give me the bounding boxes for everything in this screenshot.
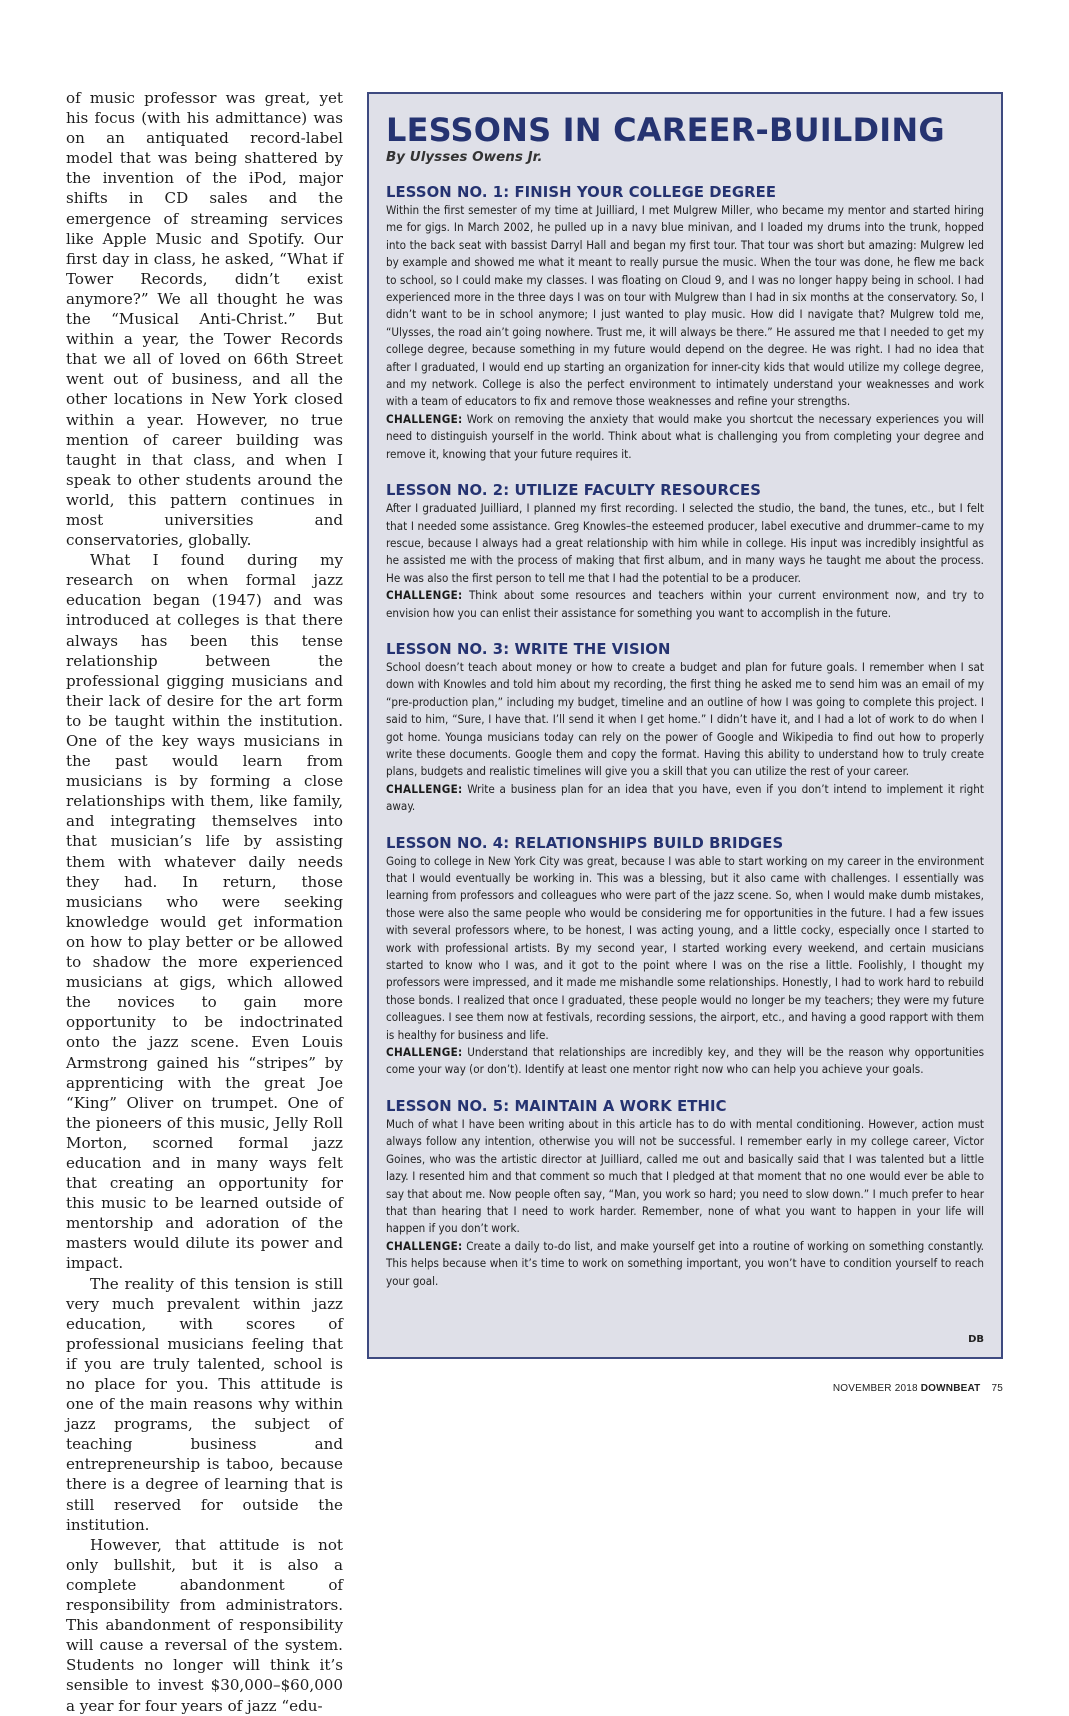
issue-date: NOVEMBER 2018	[832, 1383, 918, 1394]
lesson-3	[386, 641, 984, 816]
lesson-1	[386, 184, 984, 463]
challenge-text: Write a business plan for an idea that you have, even if you don’t intend to implement it right away.	[386, 781, 985, 814]
lesson-body: Much of what I have been writing about in this article has to do with mental conditioning. However, action must always follow any intention, otherwise you will not be successful. I remember early in my college career, Victor Goines, who was the artistic director at Juilliard, called me out and basically said that I was talented but a little lazy. I resented him and that comment so much that I pledged at that moment that no one would ever be able to say that about me. Now people often say, “Man, you work so hard; you need to slow down.” I much prefer to hear that than hearing that I need to work harder. Remember, none of what you want to happen in your life will happen if you don’t work.	[386, 1116, 984, 1236]
end-mark: DB	[968, 1334, 984, 1345]
challenge-text: Think about some resources and teachers within your current environment now, and try to envision how you can enlist their assistance for something you want to accomplish in the future.	[386, 588, 985, 620]
challenge-text: Create a daily to-do list, and make yourself get into a routine of working on something constantly. This helps because when it’s time to work on something important, you won’t have to condition yourself to reach your goal.	[386, 1238, 984, 1288]
lesson-2	[386, 482, 984, 622]
lesson-heading: LESSON NO. 5: MAINTAIN A WORK ETHIC	[386, 1097, 727, 1115]
body-paragraph: However, that attitude is not only bullshit, but it is also a complete abandonment of responsibility from administrators. This abandonment of responsibility will cause a reversal of the system. Students no longer will think it’s sensible to invest $30,000–$60,000 a year for four years of jazz “edu-	[66, 1535, 343, 1715]
lesson-body: Going to college in New York City was great, because I was able to start working on my career in the environment that I would eventually be working in. This was a blessing, but it also came with challenges. I essentially was learning from professors and colleagues who were part of the jazz scene. So, when I would make dumb mistakes, those were also the same people who would be considering me for opportunities in the future. I had a few issues with several professors where, to be honest, I was acting young, and a little cocky, especially once I started to work with professional artists. By my second year, I started working every weekend, and certain musicians started to know who I was, and it got to the point where I was on the rise a little. Foolishly, I thought my professors were impressed, and it made me mishandle some relationships. Honestly, I had to work hard to rebuild those bonds. I realized that once I graduated, these people would no longer be my teachers; they were my future colleagues. I see them now at festivals, recording sessions, the airport, etc., and having a good rapport with them is healthy for business and life.	[386, 853, 984, 1042]
lesson-body: School doesn’t teach about money or how to create a budget and plan for future goals. I remember when I sat down with Knowles and told him about my recording, the first thing he asked me to send him was an email of my “pre-production plan,” including my budget, timeline and an outline of how I was going to complete this project. I said to him, “Sure, I have that. I’ll send it when I get home.” I didn’t have it, and I had a lot of work to do when I got home. Younga musicians today can rely on the power of Google and Wikipedia to find out how to properly write these documents. Google them and copy the format. Having this ability to understand how to truly create plans, budgets and realistic timelines will give you a skill that you can utilize the rest of your career.	[386, 659, 984, 779]
challenge-label: CHALLENGE:	[386, 411, 463, 426]
lesson-5	[386, 1098, 984, 1290]
page-number: 75	[991, 1383, 1003, 1394]
challenge-label: CHALLENGE:	[386, 1045, 463, 1060]
body-paragraph: What I found during my research on when formal jazz education began (1947) and was introduced at colleges is that there always has been this tense relationship between the professional gigging musicians and their lack of desire for the art form to be taught within the institution. One of the key ways musicians in the past would learn from musicians is by forming a close relationships with them, like family, and integrating themselves into that musician’s life by assisting them with whatever daily needs they had. In return, those musicians who were seeking knowledge would get information on how to play better or be allowed to shadow the more experienced musicians at gigs, which allowed the novices to gain more opportunity to be indoctrinated onto the jazz scene. Even Louis Armstrong gained his “stripes” by apprenticing with the great Joe “King” Oliver on trumpet. One of the pioneers of this music, Jelly Roll Morton, scorned formal jazz education and in many ways felt that creating an opportunity for this music to be learned outside of mentorship and adoration of the masters would dilute its power and impact.	[66, 551, 343, 1273]
lesson-4	[386, 835, 984, 1079]
career-lessons-sidebar	[367, 92, 1003, 1359]
sidebar-title: LESSONS IN CAREER-BUILDING	[386, 111, 945, 149]
lesson-heading: LESSON NO. 1: FINISH YOUR COLLEGE DEGREE	[386, 184, 777, 201]
magazine-name: DOWNBEAT	[920, 1383, 981, 1394]
challenge-text: Understand that relationships are incredibly key, and they will be the reason why opportunities come your way (or don’t). Identify at least one mentor right now who can help you achieve your goals.	[386, 1045, 985, 1077]
lesson-challenge	[386, 1044, 984, 1079]
lesson-heading: LESSON NO. 4: RELATIONSHIPS BUILD BRIDGES	[386, 834, 784, 852]
lesson-challenge	[386, 411, 984, 463]
sidebar-byline: By Ulysses Owens Jr.	[386, 149, 543, 165]
lesson-challenge	[386, 587, 984, 622]
challenge-label: CHALLENGE:	[386, 781, 463, 796]
challenge-text: Work on removing the anxiety that would make you shortcut the necessary experiences you will need to distinguish yourself in the world. Think about what is challenging you from completing your degree and remove it, knowing that your future requires it.	[386, 411, 984, 461]
challenge-label: CHALLENGE:	[386, 1238, 463, 1253]
lesson-body: After I graduated Juilliard, I planned my first recording. I selected the studio, the band, the tunes, etc., but I felt that I needed some assistance. Greg Knowles–the esteemed producer, label executive and drummer–came to my rescue, because I always had a great relationship with him while in college. His input was incredibly insightful as he assisted me with the process of making that first album, and in many ways he taught me about the process. He was also the first person to tell me that I had the potential to be a producer.	[386, 501, 984, 585]
body-paragraph: The reality of this tension is still very much prevalent within jazz education, with scores of professional musicians feeling that if you are truly talented, school is no place for you. This attitude is one of the main reasons why within jazz programs, the subject of teaching business and entrepreneurship is taboo, because there is a degree of learning that is still reserved for outside the institution.	[66, 1274, 343, 1534]
lesson-body: Within the first semester of my time at Juilliard, I met Mulgrew Miller, who became my mentor and started hiring me for gigs. In March 2002, he pulled up in a navy blue minivan, and I loaded my drums into the trunk, hopped into the back seat with bassist Darryl Hall and began my first tour. That tour was short but amazing: Mulgrew led by example and showed me what it meant to really pursue the music. When the tour was done, he flew me back to school, so I could make my classes. I was floating on Cloud 9, and I was no longer happy being in school. I had experienced more in the three days I was on tour with Mulgrew than I had in six months at the conservatory. So, I didn’t want to be in school anymore; I just wanted to play music. How did I navigate that? Mulgrew told me, “Ulysses, the road ain’t going nowhere. Trust me, it will always be there.” He assured me that I needed to get my college degree, because something in my future would depend on the degree. He was right. I had no idea that after I graduated, I would end up starting an organization for inner-city kids that would utilize my college degree, and my network. College is also the perfect environment to intimately understand your weaknesses and work with a team of educators to fix and remove those weaknesses and refine your strengths.	[386, 203, 984, 409]
left-column	[66, 88, 343, 1716]
lesson-challenge	[386, 781, 984, 816]
page-footer	[833, 1383, 1003, 1394]
lesson-heading: LESSON NO. 3: WRITE THE VISION	[386, 640, 671, 658]
lesson-challenge	[386, 1238, 984, 1290]
body-paragraph: of music professor was great, yet his focus (with his admittance) was on an antiquated record-label model that was being shattered by the invention of the iPod, major shifts in CD sales and the emergence of streaming services like Apple Music and Spotify. Our first day in class, he asked, “What if Tower Records, didn’t exist anymore?” We all thought he was the “Musical Anti-Christ.” But within a year, the Tower Records that we all of loved on 66th Street went out of business, and all the other locations in New York closed within a year. However, no true mention of career building was taught in that class, and when I speak to other students around the world, this pattern continues in most universities and conservatories, globally.	[66, 89, 343, 550]
challenge-label: CHALLENGE:	[386, 588, 463, 603]
lesson-heading: LESSON NO. 2: UTILIZE FACULTY RESOURCES	[386, 482, 761, 500]
